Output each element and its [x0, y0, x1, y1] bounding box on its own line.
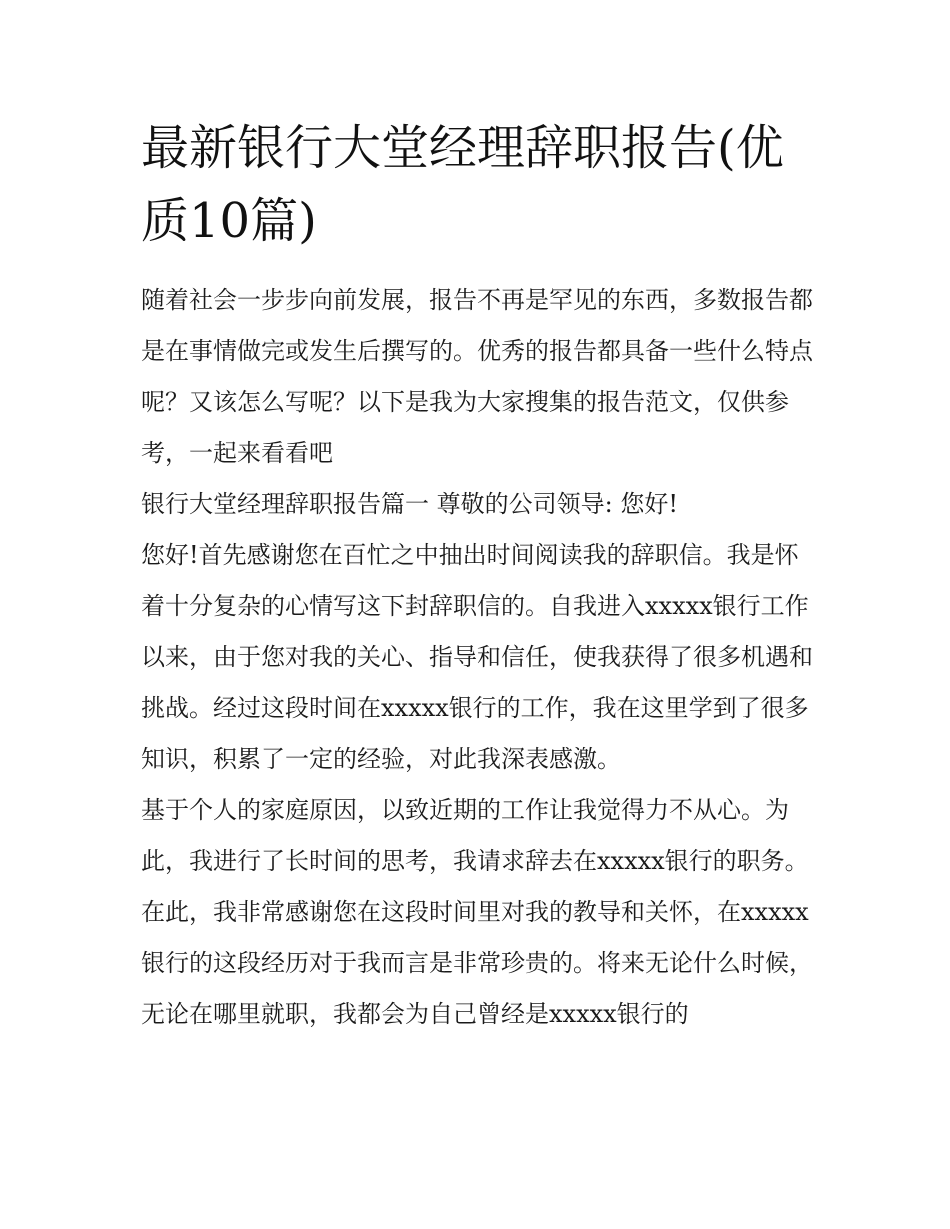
body-paragraph: 基于个人的家庭原因，以致近期的工作让我觉得力不从心。为此，我进行了长时间的思考，我请求辞去在xxxxx银行的职务。 [141, 796, 809, 875]
body-paragraph: 您好!首先感谢您在百忙之中抽出时间阅读我的辞职信。我是怀着十分复杂的心情写这下封辞职信的。自我进入xxxxx银行工作以来，由于您对我的关心、指导和信任，使我获得了很多机遇和挑战。经过这段时间在xxxxx银行的工作，我在这里学到了很多知识，积累了一定的经验，对此我深表感激。 [141, 541, 813, 773]
section-heading-salutation: 银行大堂经理辞职报告篇一 尊敬的公司领导: 您好! [141, 490, 678, 518]
intro-paragraph: 随着社会一步步向前发展，报告不再是罕见的东西，多数报告都是在事情做完或发生后撰写的。优秀的报告都具备一些什么特点呢？又该怎么写呢？以下是我为大家搜集的报告范文，仅供参考，一起来看看吧 [141, 286, 813, 467]
document-title: 最新银行大堂经理辞职报告(优质10篇) [141, 120, 784, 249]
body-paragraph: 在此，我非常感谢您在这段时间里对我的教导和关怀，在xxxxx银行的这段经历对于我而言是非常珍贵的。将来无论什么时候，无论在哪里就职，我都会为自己曾经是xxxxx银行的 [141, 898, 813, 1028]
document-body [141, 275, 821, 1040]
